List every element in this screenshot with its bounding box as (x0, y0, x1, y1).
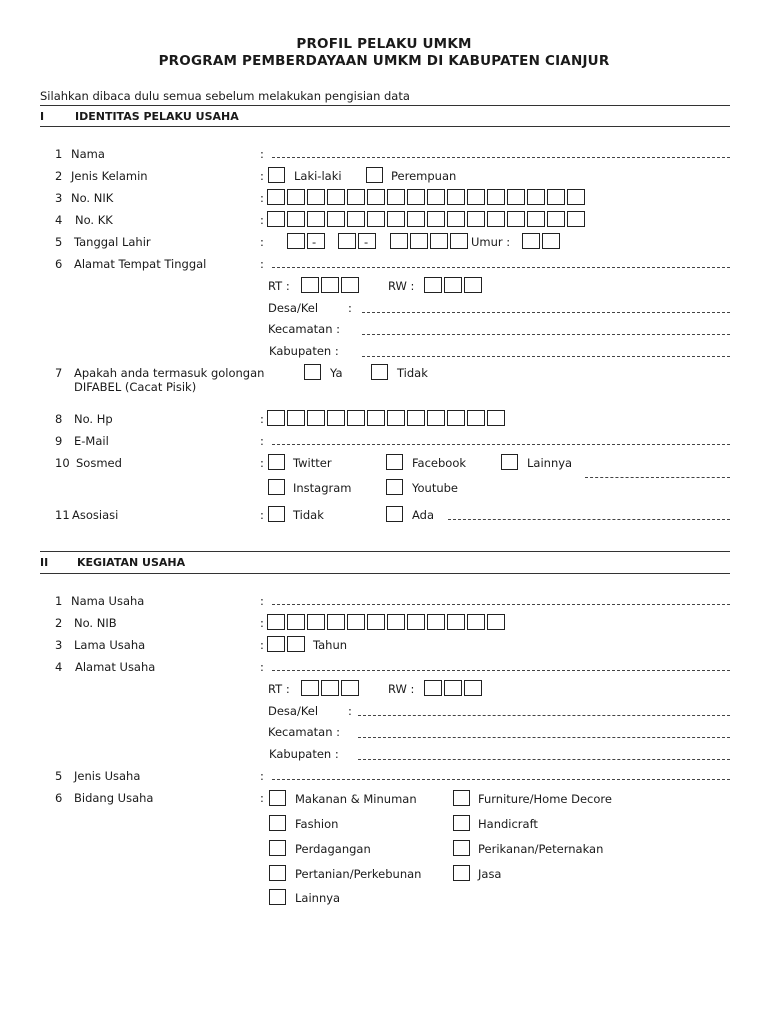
digit-box[interactable] (267, 614, 285, 630)
asosiasi-field[interactable] (448, 519, 730, 520)
difabel-tidak-checkbox[interactable] (371, 364, 388, 380)
laki-laki-checkbox[interactable] (268, 167, 285, 183)
digit-box[interactable] (407, 614, 425, 630)
digit-box[interactable] (267, 211, 285, 227)
item-number: 9 (55, 434, 63, 448)
colon: : (260, 213, 264, 227)
jenis-usaha-label: Jenis Usaha (74, 769, 141, 783)
item-number: 1 (55, 147, 63, 161)
digit-box[interactable] (321, 277, 339, 293)
desa-label: Desa/Kel (268, 301, 319, 315)
difabel-ya-checkbox[interactable] (304, 364, 321, 380)
colon: : (260, 616, 264, 630)
digit-box[interactable] (407, 410, 425, 426)
bidang-usaha-label: Bidang Usaha (74, 791, 154, 805)
facebook-label: Facebook (412, 456, 467, 470)
digit-box[interactable] (427, 614, 445, 630)
colon: : (260, 412, 264, 426)
digit-box[interactable] (467, 189, 485, 205)
digit-box[interactable] (444, 277, 462, 293)
digit-box[interactable] (447, 614, 465, 630)
digit-box[interactable] (527, 211, 545, 227)
digit-box[interactable] (347, 410, 365, 426)
jenis-usaha-field[interactable] (272, 779, 730, 780)
item-number: 2 (55, 616, 63, 630)
digit-box[interactable] (547, 211, 565, 227)
digit-box[interactable] (367, 410, 385, 426)
digit-box[interactable] (447, 410, 465, 426)
youtube-checkbox[interactable] (386, 479, 403, 495)
lainnya-checkbox[interactable] (501, 454, 518, 470)
nama-usaha-field[interactable] (272, 604, 730, 605)
digit-box[interactable] (390, 233, 408, 249)
jasa-checkbox[interactable] (453, 865, 470, 881)
digit-box[interactable] (407, 189, 425, 205)
digit-box[interactable] (338, 233, 356, 249)
nama-usaha-label: Nama Usaha (71, 594, 145, 608)
fashion-checkbox[interactable] (269, 815, 286, 831)
year-boxes[interactable] (390, 233, 470, 249)
item-number: 8 (55, 412, 63, 426)
digit-box[interactable] (327, 189, 345, 205)
desa-field[interactable] (358, 715, 730, 716)
rw-label: RW : (388, 682, 415, 696)
alamat-field[interactable] (272, 267, 730, 268)
jenis-kelamin-label: Jenis Kelamin (71, 169, 148, 183)
digit-box[interactable] (287, 636, 305, 652)
perikanan-label: Perikanan/Peternakan (478, 842, 604, 856)
email-label: E-Mail (74, 434, 109, 448)
section2-number: II (40, 556, 49, 569)
desa-label: Desa/Kel (268, 704, 319, 718)
nama-label: Nama (71, 147, 105, 161)
twitter-checkbox[interactable] (268, 454, 285, 470)
kecamatan-label: Kecamatan : (268, 725, 341, 739)
item-number: 3 (55, 638, 63, 652)
sosmed-label: Sosmed (76, 456, 122, 470)
laki-laki-label: Laki-laki (294, 169, 342, 183)
rt-label: RT : (268, 279, 290, 293)
digit-box[interactable] (407, 211, 425, 227)
digit-box[interactable] (347, 614, 365, 630)
pertanian-checkbox[interactable] (269, 865, 286, 881)
digit-box[interactable] (327, 614, 345, 630)
facebook-checkbox[interactable] (386, 454, 403, 470)
item-number: 5 (55, 235, 63, 249)
kk-digit-boxes[interactable] (267, 211, 587, 227)
digit-box[interactable] (450, 233, 468, 249)
digit-box[interactable] (387, 614, 405, 630)
digit-box[interactable] (387, 189, 405, 205)
colon: : (260, 660, 264, 674)
kabupaten-label: Kabupaten : (269, 747, 339, 761)
digit-box[interactable] (341, 277, 359, 293)
digit-box[interactable] (367, 614, 385, 630)
digit-box[interactable] (542, 233, 560, 249)
item-number: 4 (55, 660, 63, 674)
colon: : (260, 235, 264, 249)
digit-box[interactable] (424, 277, 442, 293)
lainnya-usaha-checkbox[interactable] (269, 889, 286, 905)
digit-box[interactable] (287, 211, 305, 227)
furniture-label: Furniture/Home Decore (478, 792, 612, 806)
digit-box[interactable] (301, 277, 319, 293)
item-number: 1 (55, 594, 63, 608)
digit-box[interactable] (287, 410, 305, 426)
form-title-line1: PROFIL PELAKU UMKM (296, 36, 472, 52)
section1-title: IDENTITAS PELAKU USAHA (75, 110, 239, 123)
item-number: 4 (55, 213, 63, 227)
hp-label: No. Hp (74, 412, 113, 426)
digit-box[interactable] (267, 189, 285, 205)
digit-box[interactable] (487, 614, 505, 630)
item-number: 7 (55, 366, 63, 380)
digit-box[interactable] (307, 189, 325, 205)
rt-label: RT : (268, 682, 290, 696)
digit-box[interactable] (467, 211, 485, 227)
digit-box[interactable] (327, 211, 345, 227)
digit-box[interactable] (464, 680, 482, 696)
instruction-text: Silahkan dibaca dulu semua sebelum melakukan pengisian data (40, 89, 410, 103)
handicraft-label: Handicraft (478, 817, 538, 831)
jasa-label: Jasa (478, 867, 502, 881)
makanan-minuman-label: Makanan & Minuman (295, 792, 417, 806)
digit-box[interactable] (347, 189, 365, 205)
kabupaten-label: Kabupaten : (269, 344, 339, 358)
difabel-tidak-label: Tidak (397, 366, 428, 380)
section2-title: KEGIATAN USAHA (77, 556, 186, 569)
digit-box[interactable] (307, 614, 325, 630)
tahun-label: Tahun (313, 638, 348, 652)
colon: : (260, 508, 264, 522)
rt-boxes[interactable] (301, 277, 361, 293)
divider (40, 105, 730, 106)
hp-digit-boxes[interactable] (267, 410, 507, 426)
asosiasi-label: Asosiasi (72, 508, 119, 522)
item-number: 6 (55, 791, 63, 805)
umur-label: Umur : (471, 235, 511, 249)
nik-digit-boxes[interactable] (267, 189, 587, 205)
email-field[interactable] (272, 444, 730, 445)
difabel-label-line2: DIFABEL (Cacat Pisik) (74, 380, 197, 394)
colon: : (260, 594, 264, 608)
perdagangan-checkbox[interactable] (269, 840, 286, 856)
nib-label: No. NIB (74, 616, 117, 630)
month-boxes[interactable] (338, 233, 378, 249)
digit-box[interactable] (327, 410, 345, 426)
digit-box[interactable] (347, 211, 365, 227)
digit-box[interactable] (447, 211, 465, 227)
kecamatan-label: Kecamatan : (268, 322, 341, 336)
day-boxes[interactable] (287, 233, 327, 249)
item-number: 3 (55, 191, 63, 205)
divider (40, 126, 730, 127)
digit-box[interactable] (567, 211, 585, 227)
colon: : (260, 169, 264, 183)
digit-box[interactable] (467, 614, 485, 630)
desa-field[interactable] (362, 312, 730, 313)
item-number: 5 (55, 769, 63, 783)
kabupaten-field[interactable] (358, 759, 730, 760)
digit-box[interactable] (427, 211, 445, 227)
kabupaten-field[interactable] (362, 356, 730, 357)
asosiasi-tidak-label: Tidak (293, 508, 324, 522)
colon: : (348, 301, 352, 315)
digit-box[interactable] (447, 189, 465, 205)
colon: : (260, 769, 264, 783)
form-title-line2: PROGRAM PEMBERDAYAAN UMKM DI KABUPATEN CIANJUR (158, 53, 610, 69)
alamat-usaha-label: Alamat Usaha (75, 660, 156, 674)
digit-box[interactable] (341, 680, 359, 696)
item-number: 2 (55, 169, 63, 183)
fashion-label: Fashion (295, 817, 339, 831)
colon: : (260, 638, 264, 652)
perdagangan-label: Perdagangan (295, 842, 371, 856)
digit-box[interactable] (307, 410, 325, 426)
digit-box[interactable] (267, 410, 285, 426)
divider (40, 551, 730, 552)
digit-box[interactable] (410, 233, 428, 249)
digit-box[interactable] (547, 189, 565, 205)
digit-box[interactable] (367, 211, 385, 227)
rw-boxes[interactable] (424, 680, 484, 696)
rw-boxes[interactable] (424, 277, 484, 293)
digit-box[interactable] (430, 233, 448, 249)
digit-box[interactable] (387, 410, 405, 426)
perempuan-label: Perempuan (391, 169, 457, 183)
section1-number: I (40, 110, 45, 123)
colon: : (260, 147, 264, 161)
rt-boxes[interactable] (301, 680, 361, 696)
colon: : (348, 704, 352, 718)
makanan-minuman-checkbox[interactable] (269, 790, 286, 806)
handicraft-checkbox[interactable] (453, 815, 470, 831)
kk-label: No. KK (75, 213, 113, 227)
colon: : (260, 191, 264, 205)
colon: : (260, 257, 264, 271)
digit-box[interactable] (287, 189, 305, 205)
alamat-label: Alamat Tempat Tinggal (74, 257, 207, 271)
digit-box[interactable] (287, 233, 305, 249)
asosiasi-ada-label: Ada (412, 508, 435, 522)
lainnya-label: Lainnya (527, 456, 573, 470)
digit-box[interactable] (427, 189, 445, 205)
digit-box[interactable] (507, 211, 525, 227)
digit-box[interactable] (367, 189, 385, 205)
umur-boxes[interactable] (522, 233, 562, 249)
colon: : (260, 456, 264, 470)
digit-box[interactable] (487, 211, 505, 227)
colon: : (260, 791, 264, 805)
date-separator: - (364, 235, 369, 249)
item-number: 11 (55, 508, 70, 522)
perempuan-checkbox[interactable] (366, 167, 383, 183)
digit-box[interactable] (424, 680, 442, 696)
digit-box[interactable] (487, 410, 505, 426)
lama-usaha-boxes[interactable] (267, 636, 307, 652)
nama-field[interactable] (272, 157, 730, 158)
digit-box[interactable] (522, 233, 540, 249)
digit-box[interactable] (567, 189, 585, 205)
digit-box[interactable] (487, 189, 505, 205)
date-separator: - (312, 235, 317, 249)
digit-box[interactable] (307, 211, 325, 227)
lainnya-usaha-label: Lainnya (295, 891, 341, 905)
digit-box[interactable] (301, 680, 319, 696)
digit-box[interactable] (507, 189, 525, 205)
digit-box[interactable] (464, 277, 482, 293)
asosiasi-ada-checkbox[interactable] (386, 506, 403, 522)
pertanian-label: Pertanian/Perkebunan (295, 867, 422, 881)
lama-usaha-label: Lama Usaha (74, 638, 146, 652)
digit-box[interactable] (427, 410, 445, 426)
item-number: 6 (55, 257, 63, 271)
nib-digit-boxes[interactable] (267, 614, 507, 630)
perikanan-checkbox[interactable] (453, 840, 470, 856)
item-number: 10 (55, 456, 70, 470)
difabel-ya-label: Ya (330, 366, 343, 380)
lainnya-field[interactable] (585, 477, 730, 478)
difabel-label-line1: Apakah anda termasuk golongan (74, 366, 265, 380)
youtube-label: Youtube (412, 481, 458, 495)
digit-box[interactable] (287, 614, 305, 630)
tanggal-lahir-label: Tanggal Lahir (74, 235, 151, 249)
twitter-label: Twitter (293, 456, 332, 470)
nik-label: No. NIK (71, 191, 114, 205)
instagram-checkbox[interactable] (268, 479, 285, 495)
digit-box[interactable] (467, 410, 485, 426)
asosiasi-tidak-checkbox[interactable] (268, 506, 285, 522)
alamat-usaha-field[interactable] (272, 670, 730, 671)
kecamatan-field[interactable] (362, 334, 730, 335)
kecamatan-field[interactable] (358, 737, 730, 738)
digit-box[interactable] (444, 680, 462, 696)
digit-box[interactable] (527, 189, 545, 205)
divider (40, 573, 730, 574)
instagram-label: Instagram (293, 481, 352, 495)
colon: : (260, 434, 264, 448)
digit-box[interactable] (321, 680, 339, 696)
digit-box[interactable] (387, 211, 405, 227)
rw-label: RW : (388, 279, 415, 293)
digit-box[interactable] (267, 636, 285, 652)
furniture-checkbox[interactable] (453, 790, 470, 806)
